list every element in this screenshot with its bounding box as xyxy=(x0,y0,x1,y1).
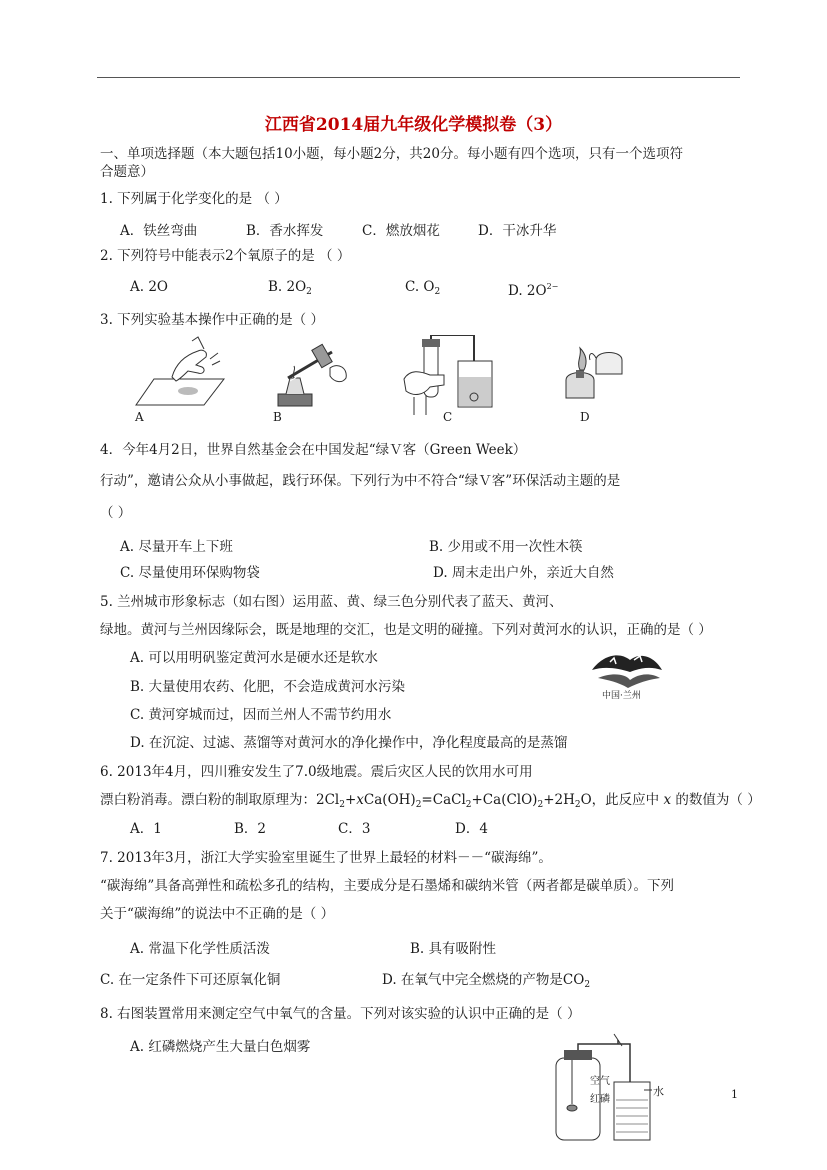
q7-stem-line2: “碳海绵”具备高弹性和疏松多孔的结构，主要成分是石墨烯和碳纳米管（两者都是碳单质）。下列 xyxy=(100,878,675,894)
q5-option-c: C. 黄河穿城而过，因而兰州人不需节约用水 xyxy=(130,707,392,723)
q6-option-a: A．1 xyxy=(130,821,162,837)
q4-option-c: C. 尽量使用环保购物袋 xyxy=(120,565,260,581)
label-air: 空气 xyxy=(590,1076,610,1087)
q4-stem-line1: 4．今年4月2日，世界自然基金会在中国发起“绿Ｖ客（Green Week） xyxy=(100,442,527,458)
q1-option-a: A．铁丝弯曲 xyxy=(120,223,198,239)
q6-option-d: D．4 xyxy=(455,821,488,837)
q7-stem-line3: 关于“碳海绵”的说法中不正确的是（ ） xyxy=(100,906,335,922)
q5-stem-line1: 5. 兰州城市形象标志（如右图）运用蓝、黄、绿三色分别代表了蓝天、黄河、 xyxy=(100,594,563,610)
q7-option-b: B. 具有吸附性 xyxy=(410,941,497,957)
label-red-phosphorus: 红磷 xyxy=(590,1094,610,1105)
page-number: 1 xyxy=(731,1088,738,1101)
section-heading-cont: 合题意） xyxy=(100,164,154,180)
figure-d-alcohol-lamp xyxy=(560,340,630,406)
figure-a-smelling xyxy=(132,333,228,413)
figure-c-airtight-check xyxy=(400,335,500,415)
q7-option-c: C. 在一定条件下可还原氧化铜 xyxy=(100,972,281,988)
page-title: 江西省2014届九年级化学模拟卷（3） xyxy=(264,115,563,135)
q2-option-c: C. $O_2$ xyxy=(405,279,441,297)
q4-stem-line3: （ ） xyxy=(100,505,132,521)
q6-stem-line1: 6. 2013年4月，四川雅安发生了7.0级地震。震后灾区人民的饮用水可用 xyxy=(100,764,533,780)
figure-q8-apparatus xyxy=(548,1032,668,1144)
label-water: 水 xyxy=(653,1085,664,1098)
q7-stem-line1: 7. 2013年3月，浙江大学实验室里诞生了世界上最轻的材料－－“碳海绵”。 xyxy=(100,850,552,866)
figure-label-a: A xyxy=(135,410,144,424)
q4-option-d: D. 周末走出户外，亲近大自然 xyxy=(433,565,614,581)
q4-stem-line2: 行动”，邀请公众从小事做起，践行环保。下列行为中不符合“绿Ｖ客”环保活动主题的是 xyxy=(100,473,621,489)
q5-option-d: D. 在沉淀、过滤、蒸馏等对黄河水的净化操作中，净化程度最高的是蒸馏 xyxy=(130,735,568,751)
section-heading: 一、单项选择题（本大题包括10小题，每小题2分，共20分。每小题有四个选项，只有一个选项符 xyxy=(100,146,683,162)
q3-stem: 3. 下列实验基本操作中正确的是（ ） xyxy=(100,312,324,328)
q2-option-d: D. $2O^{2-}$ xyxy=(508,282,559,299)
q7-option-a: A. 常温下化学性质活泼 xyxy=(130,941,270,957)
q8-option-a: A. 红磷燃烧产生大量白色烟雾 xyxy=(130,1039,311,1055)
figure-label-c: C xyxy=(443,410,453,424)
header-rule xyxy=(97,77,740,78)
figure-label-b: B xyxy=(273,410,282,424)
q8-stem: 8. 右图装置常用来测定空气中氧气的含量。下列对该实验的认识中正确的是（ ） xyxy=(100,1006,581,1022)
q6-option-c: C．3 xyxy=(338,821,371,837)
q7-option-d: D. 在氧气中完全燃烧的产物是$CO_2$ xyxy=(382,972,591,990)
q2-option-b: B. $2O_2$ xyxy=(268,279,312,297)
lanzhou-logo-text: 中国·兰州 xyxy=(602,691,641,701)
q2-stem: 2. 下列符号中能表示2个氧原子的是 （ ） xyxy=(100,248,351,264)
figure-label-d: D xyxy=(580,410,590,424)
q5-option-b: B. 大量使用农药、化肥，不会造成黄河水污染 xyxy=(130,679,406,695)
q4-option-a: A. 尽量开车上下班 xyxy=(120,539,233,555)
q1-option-b: B．香水挥发 xyxy=(246,223,324,239)
q1-option-d: D．干冰升华 xyxy=(478,223,557,239)
q5-option-a: A. 可以用明矾鉴定黄河水是硬水还是软水 xyxy=(130,650,378,666)
q2-option-a: A. 2O xyxy=(130,279,168,295)
q6-option-b: B．2 xyxy=(234,821,267,837)
q1-option-c: C．燃放烟花 xyxy=(362,223,440,239)
figure-b-heating-tube xyxy=(264,338,354,410)
q4-option-b: B. 少用或不用一次性木筷 xyxy=(429,539,583,555)
q1-stem: 1. 下列属于化学变化的是 （ ） xyxy=(100,191,288,207)
q6-stem-line2: 漂白粉消毒。漂白粉的制取原理为：$2Cl_2+xCa(OH)_2=CaCl_2+Ca(ClO)_2+2H_2O$，此反应中 x 的数值为（ ） xyxy=(100,792,761,810)
q5-stem-line2: 绿地。黄河与兰州因缘际会，既是地理的交汇，也是文明的碰撞。下列对黄河水的认识，正确的是（ ） xyxy=(100,622,712,638)
